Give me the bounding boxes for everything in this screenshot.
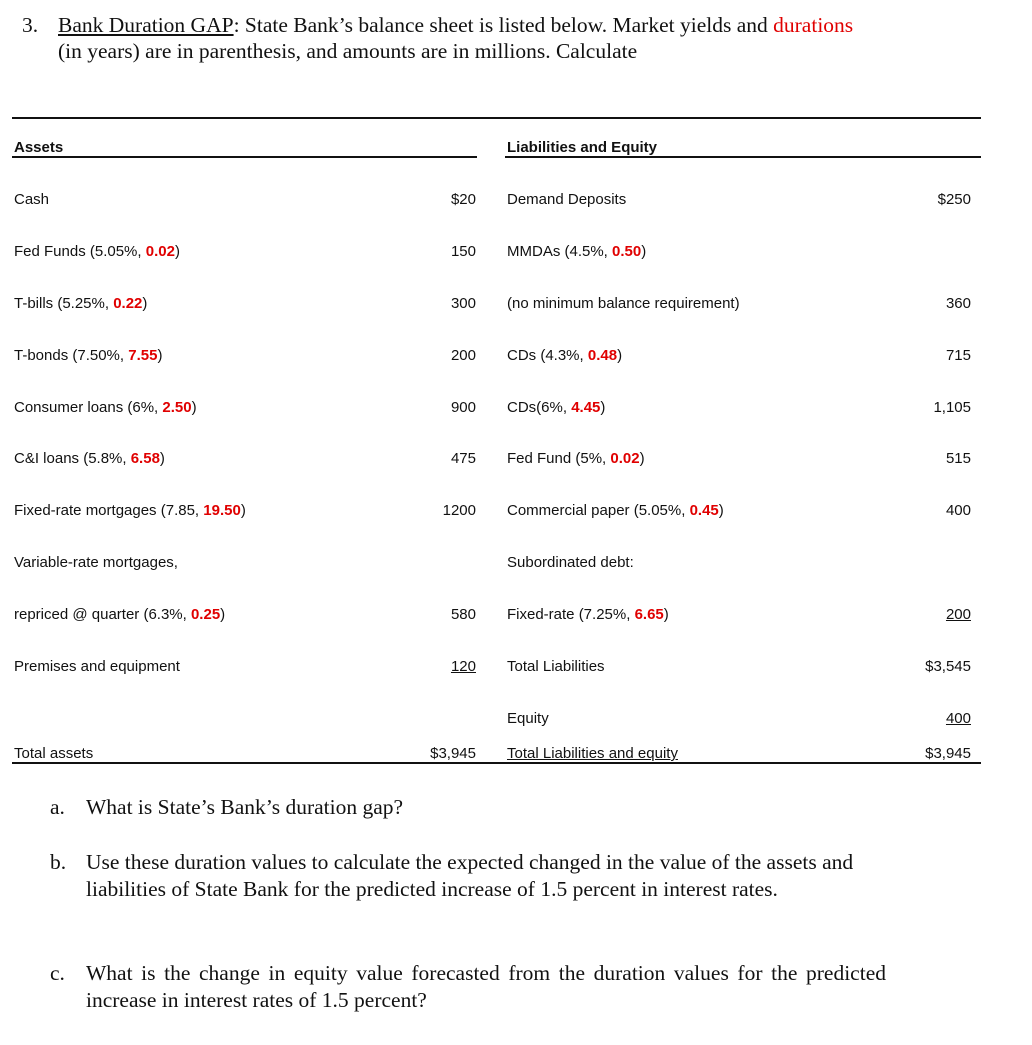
liability-amount: 715 [945,347,971,364]
asset-label [14,554,178,571]
asset-name: T-bills (5.25%, [14,295,114,312]
asset-duration: 0.25 [190,606,221,623]
asset-duration: 6.58 [130,450,160,467]
asset-label [14,243,180,260]
asset-duration: 19.50 [203,502,241,519]
asset-label [14,658,180,675]
asset-label [14,191,49,208]
header-rule-liabilities [505,156,981,158]
asset-name: Premises and equipment [14,658,180,675]
asset-amount: 475 [450,450,476,467]
total-liabilities-equity-amount: $3,945 [925,745,971,762]
liabilities-header: Liabilities and Equity [507,139,658,156]
liability-label [507,399,605,416]
liability-duration: 0.48 [587,347,618,364]
durations-highlight: durations [773,13,854,37]
asset-label [14,502,246,519]
problem-title: Bank Duration GAP [58,13,234,37]
table-bottom-rule [12,762,981,764]
liability-label [507,347,622,364]
asset-label [14,295,147,312]
liability-amount: 360 [945,295,971,312]
table-top-rule [12,117,981,119]
liability-duration: 0.50 [612,243,642,260]
asset-label [14,347,162,364]
asset-duration: 0.22 [113,295,143,312]
asset-paren: ) [191,399,197,416]
liability-label [507,450,645,467]
total-assets-label: Total assets [14,745,94,762]
liability-name: MMDAs (4.5%, [507,243,613,260]
asset-paren: ) [174,243,180,260]
question-text: What is State’s Bank’s duration gap? [86,795,404,819]
question-text: Use these duration values to calculate the expected changed in the value of the assets and liabilities of State Bank for the predicted increase of 1.5 percent in interest rates. [86,850,854,901]
asset-amount: $20 [450,191,476,208]
asset-amount: 900 [450,399,476,416]
liability-amount: 400 [945,710,971,727]
asset-name: repriced @ quarter (6.3%, [14,606,191,623]
liability-duration: 0.02 [610,450,640,467]
liability-amount: 515 [945,450,971,467]
liability-name: Demand Deposits [507,191,627,208]
liability-name: Fixed-rate (7.25%, [507,606,635,623]
asset-name: Fed Funds (5.05%, [14,243,146,260]
liability-paren: ) [617,347,623,364]
question-letter: b. [50,850,67,874]
liability-name: CDs (4.3%, [507,347,588,364]
asset-label [14,606,225,623]
asset-label [14,399,197,416]
problem-intro-line2: (in years) are in parenthesis, and amounts are in millions. Calculate [58,39,638,63]
liability-name: Fed Fund (5%, [507,450,611,467]
question-text: What is the change in equity value forecasted from the duration values for the predicted increase in interest rates of 1.5 percent? [86,961,886,1012]
asset-name: Cash [14,191,50,208]
liability-label [507,502,724,519]
asset-duration: 7.55 [128,347,158,364]
liability-duration: 6.65 [634,606,664,623]
total-assets-amount: $3,945 [430,745,476,762]
question-letter: c. [50,961,65,985]
total-liabilities-equity-label: Total Liabilities and equity [507,745,678,762]
liability-paren: ) [600,399,606,416]
liability-label [507,243,646,260]
problem-intro-text: : State Bank’s balance sheet is listed below. Market yields and [233,13,774,37]
assets-header: Assets [14,139,64,156]
liability-amount: 200 [945,606,971,623]
asset-amount: 120 [450,658,476,675]
asset-paren: ) [159,450,165,467]
liability-name: Commercial paper (5.05%, [507,502,690,519]
asset-paren: ) [240,502,246,519]
asset-name: Fixed-rate mortgages (7.85, [14,502,204,519]
liability-name: CDs(6%, [507,399,572,416]
asset-label [14,450,165,467]
asset-paren: ) [157,347,163,364]
asset-name: T-bonds (7.50%, [14,347,129,364]
question-letter: a. [50,795,65,819]
asset-name: Consumer loans (6%, [14,399,163,416]
liability-amount: 400 [945,502,971,519]
liability-label [507,606,669,623]
asset-paren: ) [220,606,226,623]
liability-paren: ) [718,502,724,519]
liability-duration: 0.45 [689,502,719,519]
header-rule-assets [12,156,477,158]
liability-name: (no minimum balance requirement) [507,295,740,312]
liability-label [507,191,626,208]
problem-number: 3. [22,13,39,37]
problem-intro-line1 [58,12,853,38]
liability-paren: ) [641,243,647,260]
liability-name: Subordinated debt: [507,554,634,571]
liability-amount: 1,105 [933,399,971,416]
liability-name: Equity [507,710,549,727]
liability-paren: ) [639,450,645,467]
asset-amount: 200 [450,347,476,364]
asset-amount: 580 [450,606,476,623]
liability-label [507,710,549,727]
liability-label [507,295,740,312]
asset-duration: 0.02 [145,243,175,260]
liability-amount: $250 [937,191,971,208]
asset-duration: 2.50 [162,399,192,416]
liability-name: Total Liabilities [507,658,605,675]
liability-label [507,658,605,675]
asset-amount: 150 [450,243,476,260]
liability-amount: $3,545 [925,658,971,675]
asset-name: Variable-rate mortgages, [14,554,178,571]
asset-amount: 300 [450,295,476,312]
liability-label [507,554,634,571]
liability-paren: ) [663,606,669,623]
asset-amount: 1200 [442,502,476,519]
asset-name: C&I loans (5.8%, [14,450,131,467]
liability-duration: 4.45 [571,399,601,416]
asset-paren: ) [142,295,148,312]
